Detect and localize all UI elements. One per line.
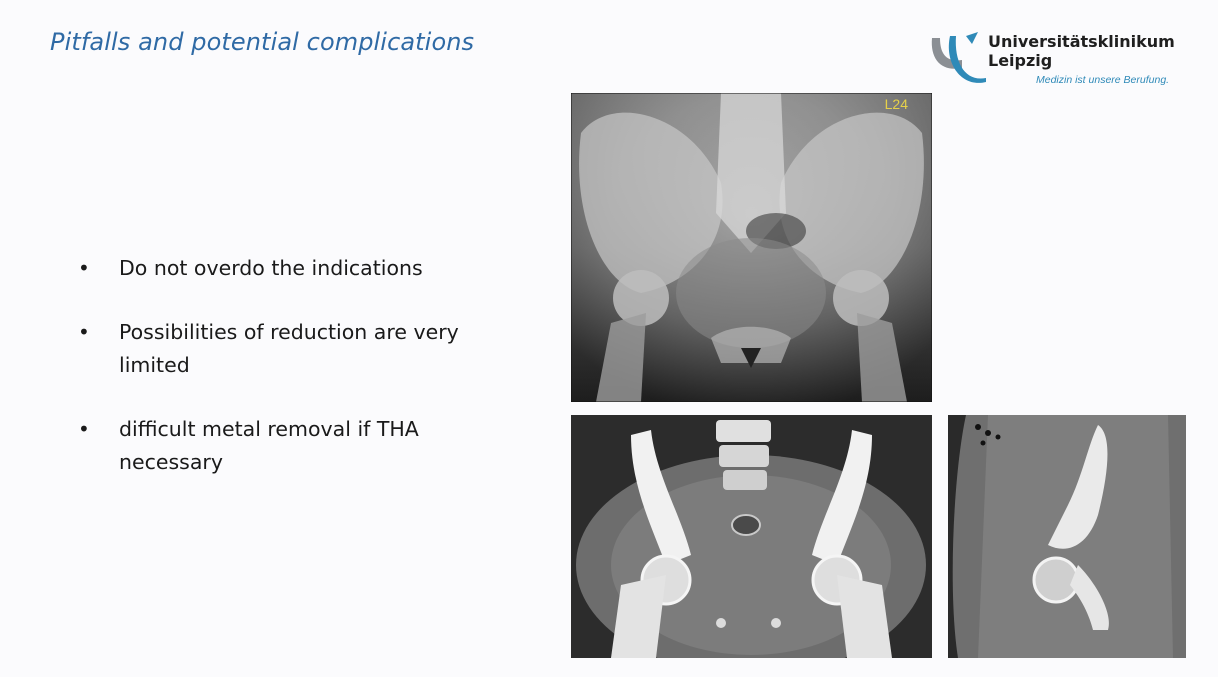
logo-mark-icon: [928, 30, 988, 90]
bullet-dot-icon: •: [78, 256, 90, 280]
ct-sagittal-hip-icon: [948, 415, 1186, 658]
ct-coronal-image: [571, 415, 932, 658]
ct-sagittal-image: [948, 415, 1186, 658]
logo-tagline: Medizin ist unsere Berufung.: [1036, 74, 1170, 86]
ct-coronal-pelvis-icon: [571, 415, 932, 658]
bullet-text: Do not overdo the indications: [119, 256, 423, 280]
bullet-item: [78, 413, 508, 479]
logo-name-line2: Leipzig: [988, 51, 1053, 70]
logo-name: [988, 32, 1175, 70]
bullet-text: difficult metal removal if THA necessary: [119, 417, 419, 474]
bullet-list: [78, 252, 508, 510]
bullet-item: [78, 316, 508, 382]
bullet-dot-icon: •: [78, 417, 90, 441]
logo-name-line1: Universitätsklinikum: [988, 32, 1175, 51]
xray-series-label: L24: [884, 96, 908, 112]
university-logo: [928, 30, 1188, 90]
bullet-text: Possibilities of reduction are very limited: [119, 320, 459, 377]
pelvis-radiograph-icon: [571, 93, 932, 402]
slide-title: Pitfalls and potential complications: [50, 28, 475, 56]
bullet-item: [78, 252, 508, 285]
bullet-dot-icon: •: [78, 320, 90, 344]
pelvis-xray-image: [571, 93, 932, 402]
